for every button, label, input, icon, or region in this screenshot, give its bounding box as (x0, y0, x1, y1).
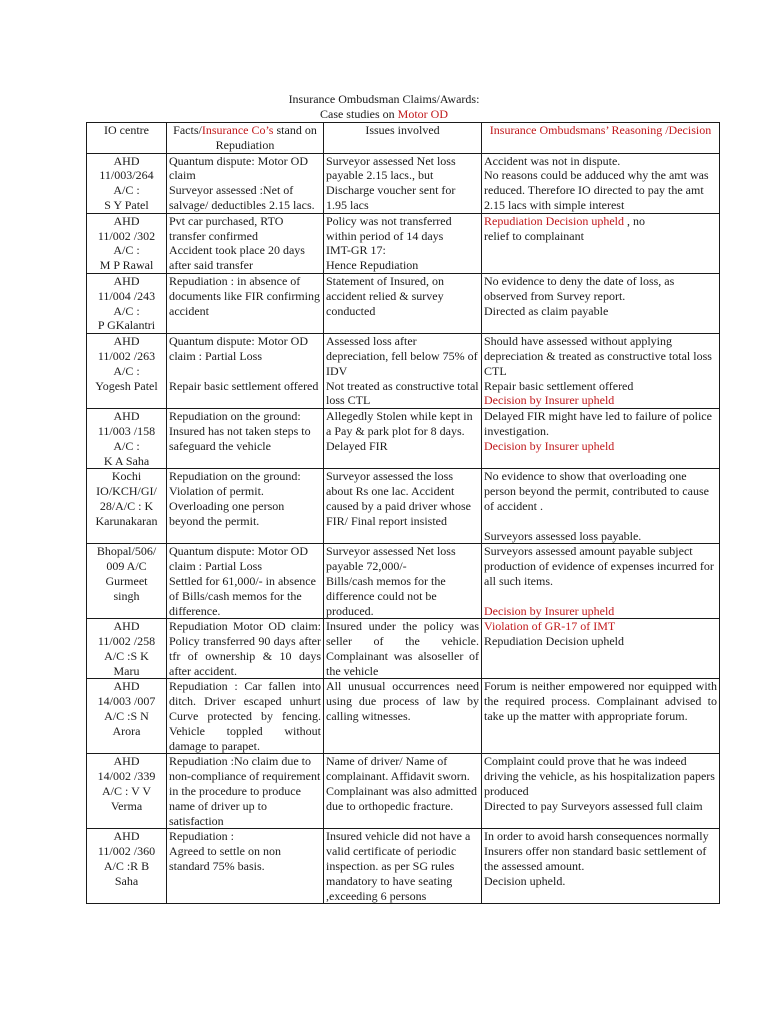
table-row (87, 409, 720, 469)
reasoning-text: No reasons could be adduced why the amt was reduced. Therefore IO directed to pay the amt 2.15 lacs with simple interest (484, 168, 709, 212)
io-centre-line: 11/003/264 (99, 168, 154, 183)
io-centre-line: A/C : (113, 363, 140, 378)
page-title (0, 92, 768, 122)
issues-text: Hence Repudiation (326, 258, 419, 273)
col-header-facts-insurer: Insurance Co’s (201, 123, 274, 137)
facts-text: Surveyor assessed :Net of salvage/ deductibles 2.15 lacs. (169, 183, 315, 212)
facts-text: Quantum dispute: Motor OD claim (169, 153, 308, 183)
issues-cell (324, 544, 482, 619)
io-centre-line: AHD (113, 153, 140, 168)
title-line-2-prefix: Case studies on (319, 107, 398, 121)
io-centre-line: Saha (114, 873, 139, 888)
io-centre-cell (87, 273, 167, 333)
io-centre-line: 11/002 /360 (97, 844, 156, 859)
table-row (87, 619, 720, 679)
io-centre-line: A/C : (113, 438, 140, 453)
io-centre-line: AHD (113, 273, 140, 288)
reasoning-text: Directed as claim payable (484, 303, 609, 318)
reasoning-text (484, 589, 717, 604)
issues-text: Bills/cash memos for the difference could not be produced. (326, 573, 446, 618)
io-centre-line: 11/004 /243 (97, 288, 156, 303)
table-row (87, 153, 720, 213)
io-centre-line: P GKalantri (97, 318, 156, 333)
reasoning-cell (482, 679, 720, 754)
io-centre-line: A/C :S N (104, 709, 149, 724)
reasoning-text: Decision upheld. (484, 873, 566, 888)
io-centre-line: 14/003 /007 (97, 694, 156, 709)
reasoning-cell (482, 469, 720, 544)
issues-text: Surveyor assessed the loss about Rs one lac. Accident caused by a paid driver whose FIR/ Final report insisted (326, 469, 471, 528)
reasoning-cell (482, 829, 720, 904)
reasoning-text: Should have assessed without applying depreciation & treated as constructive total loss CTL (484, 334, 712, 378)
io-centre-line: Maru (113, 663, 140, 678)
io-centre-cell (87, 754, 167, 829)
facts-text: Repudiation : (169, 829, 234, 844)
facts-text (169, 364, 321, 379)
io-centre-line: S Y Patel (104, 197, 149, 212)
facts-cell (167, 619, 324, 679)
io-centre-line: A/C : (113, 303, 140, 318)
table-row (87, 273, 720, 333)
reasoning-text: No evidence to show that overloading one person beyond the permit, contributed to cause of accident . (484, 469, 709, 513)
issues-cell (324, 619, 482, 679)
table-row (87, 334, 720, 409)
facts-text: Repudiation : Car fallen into ditch. Driver escaped unhurt Curve protected by fencing. Vehicle toppled without damage to parapet. (169, 679, 321, 753)
col-header-facts-c: stand on Repudiation (215, 123, 317, 152)
issues-cell (324, 213, 482, 273)
reasoning-text: Surveyors assessed amount payable subject production of evidence of expenses incurred for all such items. (484, 544, 714, 588)
decision-highlight: Decision by Insurer upheld (484, 438, 615, 453)
facts-text: Repudiation :No claim due to non-compliance of requirement in the procedure to produce name of driver up to satisfaction (169, 754, 321, 828)
io-centre-line: A/C : (113, 243, 140, 258)
reasoning-text: Repair basic settlement offered (484, 378, 634, 393)
facts-cell (167, 679, 324, 754)
facts-text: Repudiation on the ground: Violation of permit. (169, 469, 301, 499)
io-centre-line: AHD (113, 829, 140, 844)
title-line-1: Insurance Ombudsman Claims/Awards: (288, 92, 480, 106)
title-motor-od: Motor OD (397, 107, 448, 121)
issues-text: Allegedly Stolen while kept in a Pay & park plot for 8 days. Delayed FIR (326, 409, 473, 453)
issues-cell (324, 754, 482, 829)
issues-text: Insured under the policy was seller of the vehicle. Complainant was alsoseller of the vehicle (326, 619, 479, 678)
facts-cell (167, 829, 324, 904)
io-centre-line: 11/002 /263 (97, 348, 156, 363)
io-centre-line: 11/002 /302 (97, 228, 156, 243)
io-centre-line: Bhopal/506/ (96, 544, 157, 559)
issues-cell (324, 679, 482, 754)
facts-text: Repudiation : in absence of documents like FIR confirming accident (169, 273, 320, 318)
io-centre-line: AHD (113, 213, 140, 228)
issues-text: Insured vehicle did not have a valid certificate of periodic inspection. as per SG rules mandatory to have seating ,exceeding 6 persons (326, 829, 471, 903)
io-centre-cell (87, 544, 167, 619)
reasoning-cell (482, 273, 720, 333)
title-line-2 (0, 107, 768, 122)
col-header-io-centre: IO centre (87, 123, 167, 154)
io-centre-line: Arora (112, 723, 141, 738)
reasoning-text: In order to avoid harsh consequences normally Insurers offer non standard basic settlement of the assessed amount. (484, 829, 709, 874)
io-centre-line: 14/002 /339 (97, 769, 156, 784)
col-header-facts (167, 123, 324, 154)
io-centre-cell (87, 213, 167, 273)
issues-text: Surveyor assessed Net loss payable 72,000/- (326, 544, 456, 574)
io-centre-line: IO/KCH/GI/ (96, 484, 157, 499)
io-centre-cell (87, 619, 167, 679)
io-centre-line: Verma (110, 798, 143, 813)
io-centre-line: AHD (113, 334, 140, 349)
facts-text: Settled for 61,000/- in absence of Bills/cash memos for the difference. (169, 573, 316, 618)
issues-text: IMT-GR 17: (326, 243, 386, 258)
io-centre-cell (87, 679, 167, 754)
io-centre-cell (87, 409, 167, 469)
table-row (87, 754, 720, 829)
issues-cell (324, 469, 482, 544)
reasoning-cell (482, 544, 720, 619)
facts-text: Accident took place 20 days after said transfer (169, 243, 305, 273)
issues-text: Name of driver/ Name of complainant. Affidavit sworn. Complainant was also admitted due to orthopedic fracture. (326, 754, 477, 813)
col-header-reasoning: Insurance Ombudsmans’ Reasoning /Decision (482, 123, 720, 154)
issues-cell (324, 409, 482, 469)
decision-highlight: Repudiation Decision upheld (484, 213, 624, 228)
io-centre-line: AHD (113, 754, 140, 769)
io-centre-line: A/C :S K (104, 648, 149, 663)
facts-text: Repair basic settlement offered (169, 378, 319, 393)
reasoning-cell (482, 334, 720, 409)
issues-cell (324, 273, 482, 333)
io-centre-line: 28/A/C : K (99, 498, 154, 513)
table-row (87, 469, 720, 544)
table-body (87, 153, 720, 904)
issues-text: Assessed loss after depreciation, fell below 75% of IDV (326, 334, 478, 378)
issues-text: Statement of Insured, on accident relied & survey conducted (326, 273, 444, 318)
facts-text: Repudiation Motor OD claim: Policy transferred 90 days after tfr of ownership & 10 days after accident. (169, 619, 321, 678)
issues-text: Policy was not transferred within period of 14 days (326, 213, 452, 243)
reasoning-text: Delayed FIR might have led to failure of police investigation. (484, 409, 712, 438)
facts-text: Pvt car purchased, RTO transfer confirmed (169, 213, 284, 243)
issues-cell (324, 829, 482, 904)
reasoning-text: Repudiation Decision upheld , no (484, 213, 645, 228)
table-row (87, 679, 720, 754)
col-header-facts-a: Facts/ (173, 123, 202, 137)
io-centre-line: 009 A/C (106, 559, 147, 574)
table-row (87, 829, 720, 904)
table-row (87, 213, 720, 273)
io-centre-cell (87, 334, 167, 409)
io-centre-cell (87, 153, 167, 213)
decision-highlight: Decision by Insurer upheld (484, 393, 615, 408)
facts-cell (167, 469, 324, 544)
reasoning-cell (482, 409, 720, 469)
facts-cell (167, 153, 324, 213)
facts-text: Repudiation on the ground: Insured has not taken steps to safeguard the vehicle (169, 409, 311, 453)
issues-cell (324, 334, 482, 409)
io-centre-line: Yogesh Patel (95, 378, 158, 393)
facts-cell (167, 409, 324, 469)
facts-cell (167, 754, 324, 829)
reasoning-cell (482, 213, 720, 273)
io-centre-line: 11/002 /258 (97, 634, 156, 649)
io-centre-line: AHD (113, 679, 140, 694)
reasoning-text: Accident was not in dispute. (484, 153, 621, 168)
io-centre-line: Kochi (111, 469, 142, 484)
reasoning-text: No evidence to deny the date of loss, as observed from Survey report. (484, 273, 675, 303)
io-centre-line: singh (113, 588, 140, 603)
facts-cell (167, 334, 324, 409)
reasoning-text: Surveyors assessed loss payable. (484, 528, 642, 543)
issues-text: Not treated as constructive total loss CTL (326, 378, 479, 408)
io-centre-cell (87, 469, 167, 544)
facts-cell (167, 544, 324, 619)
io-centre-line: A/C :R B (103, 859, 150, 874)
reasoning-text: Directed to pay Surveyors assessed full claim (484, 798, 703, 813)
table-header-row (87, 123, 720, 154)
reasoning-text: Complaint could prove that he was indeed driving the vehicle, as his hospitalization papers produced (484, 754, 715, 799)
io-centre-line: 11/003 /158 (97, 423, 156, 438)
decision-highlight: Violation of GR-17 of IMT (484, 619, 616, 634)
decision-highlight: Decision by Insurer upheld (484, 603, 615, 618)
io-centre-line: M P Rawal (99, 258, 154, 273)
facts-cell (167, 213, 324, 273)
reasoning-cell (482, 619, 720, 679)
io-centre-line: AHD (113, 409, 140, 424)
io-centre-line: Gurmeet (105, 573, 148, 588)
reasoning-text: Repudiation Decision upheld (484, 634, 624, 649)
io-centre-line: A/C : (113, 183, 140, 198)
facts-text: Overloading one person beyond the permit. (169, 498, 285, 528)
io-centre-line: AHD (113, 619, 140, 634)
facts-text: Agreed to settle on non standard 75% basis. (169, 844, 281, 874)
case-studies-table (86, 122, 720, 904)
io-centre-line: Karunakaran (95, 513, 158, 528)
facts-text: Quantum dispute: Motor OD claim : Partial Loss (169, 544, 308, 574)
col-header-issues: Issues involved (324, 123, 482, 154)
issues-cell (324, 153, 482, 213)
facts-cell (167, 273, 324, 333)
reasoning-cell (482, 153, 720, 213)
io-centre-cell (87, 829, 167, 904)
io-centre-line: K A Saha (103, 453, 150, 468)
issues-text: Surveyor assessed Net loss payable 2.15 lacs., but Discharge voucher sent for 1.95 lacs (326, 153, 456, 212)
issues-text: All unusual occurrences need using due process of law by calling witnesses. (326, 679, 479, 724)
reasoning-text: Forum is neither empowered nor equipped with the required process. Complainant advised to take up the matter with appropriate forum. (484, 679, 717, 724)
io-centre-line: A/C : V V (101, 784, 152, 799)
reasoning-text: relief to complainant (484, 228, 584, 243)
table-row (87, 544, 720, 619)
reasoning-text (484, 514, 717, 529)
reasoning-cell (482, 754, 720, 829)
facts-text: Quantum dispute: Motor OD claim : Partial Loss (169, 334, 308, 363)
